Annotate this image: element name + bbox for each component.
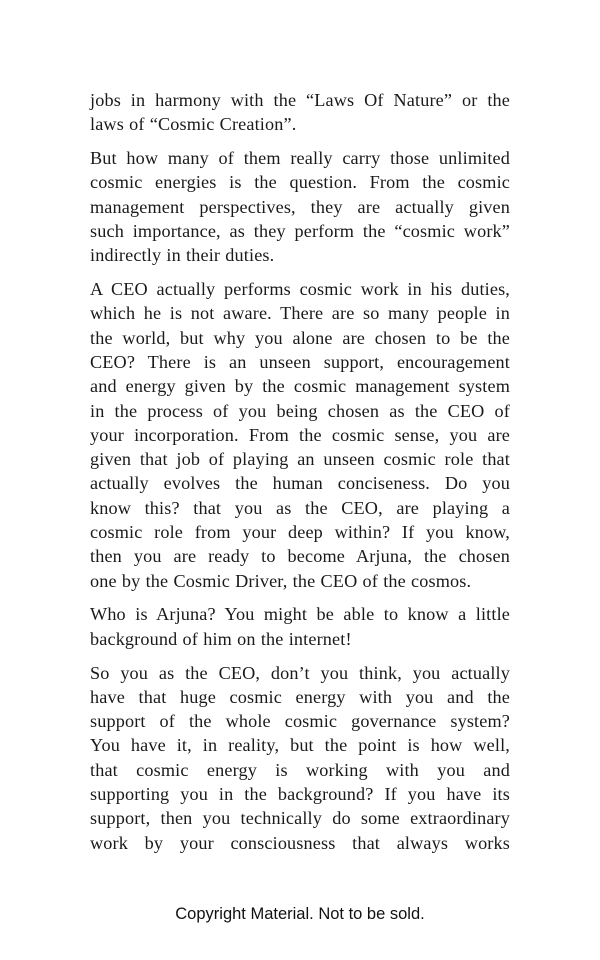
- text-line: cosmic energies is the question. From the cosmic: [90, 172, 510, 193]
- text-line: one by the Cosmic Driver, the CEO of the cosmos.: [90, 570, 472, 591]
- text-line: CEO? There is an unseen support, encouragement: [90, 351, 510, 372]
- paragraph-2: [90, 146, 510, 267]
- text-line: know this? that you as the CEO, are playing a: [90, 497, 510, 518]
- text-line: then you are ready to become Arjuna, the chosen: [90, 546, 510, 567]
- text-line: the world, but why you alone are chosen to be the: [90, 327, 510, 348]
- text-line: support, then you technically do some extraordinary: [90, 808, 510, 829]
- text-line: But how many of them really carry those unlimited: [90, 148, 510, 169]
- paragraph-3: [90, 277, 510, 593]
- text-line: You have it, in reality, but the point is how well,: [90, 735, 510, 756]
- text-line: supporting you in the background? If you have its: [90, 784, 510, 805]
- paragraph-1: [90, 88, 510, 137]
- text-line: jobs in harmony with the “Laws Of Nature” or the: [90, 90, 510, 110]
- document-page: [90, 88, 510, 855]
- text-line: A CEO actually performs cosmic work in his duties,: [90, 279, 510, 300]
- text-line: your incorporation. From the cosmic sense, you are: [90, 424, 510, 445]
- text-line: that cosmic energy is working with you and: [90, 759, 510, 780]
- text-line: work by your consciousness that always works: [90, 832, 510, 853]
- text-line: given that job of playing an unseen cosmic role that: [90, 449, 510, 470]
- text-line: indirectly in their duties.: [90, 245, 275, 266]
- text-line: have that huge cosmic energy with you and the: [90, 686, 510, 707]
- text-line: support of the whole cosmic governance system?: [90, 711, 510, 732]
- text-line: So you as the CEO, don’t you think, you actually: [90, 662, 510, 683]
- text-line: such importance, as they perform the “cosmic work”: [90, 220, 510, 241]
- text-line: and energy given by the cosmic management system: [90, 376, 510, 397]
- text-line: laws of “Cosmic Creation”.: [90, 114, 297, 135]
- text-line: in the process of you being chosen as the CEO of: [90, 400, 510, 421]
- text-line: management perspectives, they are actually given: [90, 196, 510, 217]
- text-line: actually evolves the human conciseness. Do you: [90, 473, 510, 494]
- text-line: which he is not aware. There are so many people in: [90, 303, 510, 324]
- paragraph-4: [90, 602, 510, 651]
- text-line: background of him on the internet!: [90, 628, 352, 649]
- text-line: Who is Arjuna? You might be able to know a little: [90, 604, 510, 625]
- paragraph-5: [90, 661, 510, 855]
- text-line: cosmic role from your deep within? If you know,: [90, 522, 510, 543]
- copyright-footer: Copyright Material. Not to be sold.: [175, 905, 425, 923]
